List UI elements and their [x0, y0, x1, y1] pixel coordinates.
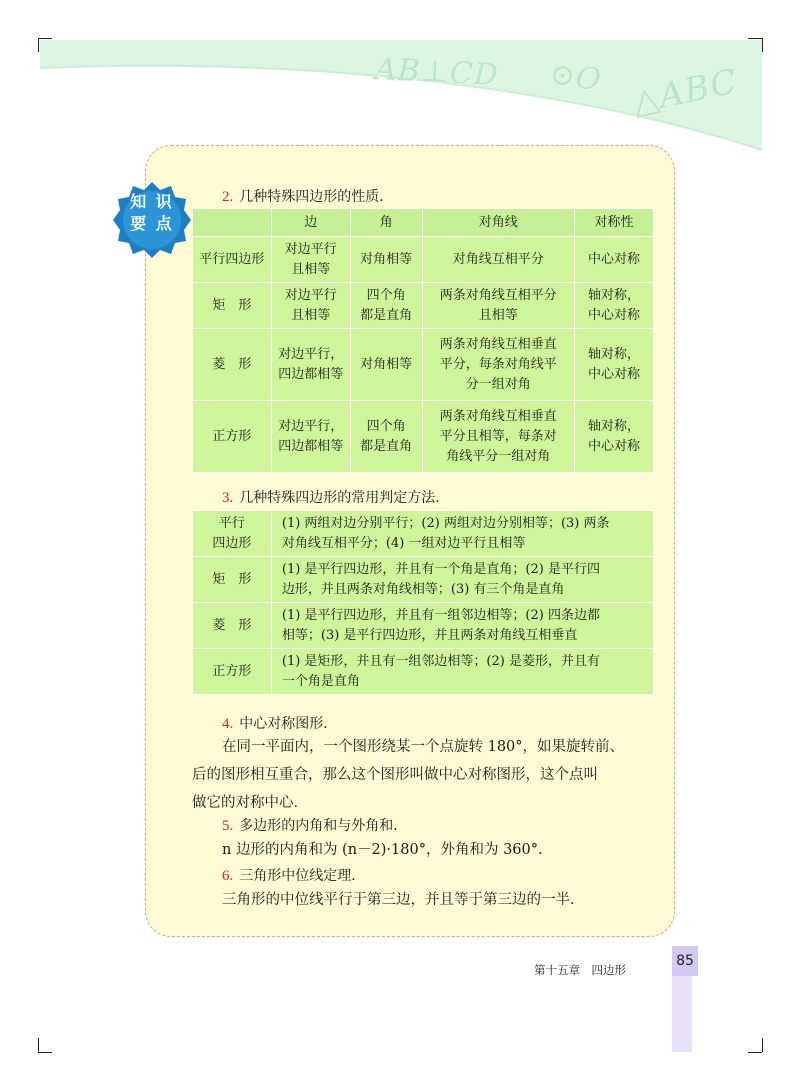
chapter-label: 第十五章 四边形 — [534, 963, 626, 977]
crop-mark — [38, 1038, 39, 1052]
side-cell: 对边平行 且相等 — [271, 237, 350, 283]
table-row — [193, 401, 654, 473]
symmetry-cell: 轴对称， 中心对称 — [575, 283, 654, 329]
criteria-cell: (1) 是平行四边形，并且有一组邻边相等；(2) 四条边都 相等；(3) 是平行四边形，并且两条对角线互相垂直 — [271, 603, 653, 649]
deco-text-triangle: △ABC — [629, 61, 742, 123]
symmetry-cell: 轴对称， 中心对称 — [575, 329, 654, 401]
angle-cell: 四个角 都是直角 — [350, 401, 422, 473]
symmetry-cell: 中心对称 — [575, 237, 654, 283]
table-row — [193, 649, 654, 695]
shape-name-cell: 菱 形 — [193, 329, 272, 401]
criteria-cell: (1) 两组对边分别平行；(2) 两组对边分别相等；(3) 两条 对角线互相平分；(4) 一组对边平行且相等 — [271, 511, 653, 557]
section-6-heading: 6. 三角形中位线定理． — [222, 868, 366, 884]
angle-cell: 四个角 都是直角 — [350, 283, 422, 329]
table-row — [193, 603, 654, 649]
shape-name-cell: 矩 形 — [193, 283, 272, 329]
table-row — [193, 511, 654, 557]
diagonal-cell: 对角线互相平分 — [422, 237, 575, 283]
section-4-heading: 4. 中心对称图形． — [222, 716, 338, 732]
table-row — [193, 557, 654, 603]
side-cell: 对边平行， 四边都相等 — [271, 401, 350, 473]
table-header-cell: 对角线 — [422, 209, 575, 237]
criteria-cell: (1) 是矩形，并且有一组邻边相等；(2) 是菱形，并且有 一个角是直角 — [271, 649, 653, 695]
deco-text-perpendicular: AB⊥CD — [374, 51, 500, 94]
table-row — [193, 283, 654, 329]
section-3-heading: 3. 几种特殊四边形的常用判定方法． — [222, 490, 450, 506]
section-5-body: n 边形的内角和为 (n－2)·180°，外角和为 360°. — [222, 842, 543, 858]
table-header-cell: 对称性 — [575, 209, 654, 237]
diagonal-cell: 两条对角线互相垂直 平分且相等，每条对 角线平分一组对角 — [422, 401, 575, 473]
deco-text-circle: ⊙O — [547, 56, 604, 99]
crop-mark — [38, 1052, 52, 1053]
table-row — [193, 329, 654, 401]
shape-name-cell: 正方形 — [193, 401, 272, 473]
page-number: 85 — [672, 946, 698, 976]
section-4-body-cont: 后的图形相互重合，那么这个图形叫做中心对称图形，这个点叫 做它的对称中心． — [192, 767, 598, 811]
side-cell: 对边平行 且相等 — [271, 283, 350, 329]
section-6-body: 三角形的中位线平行于第三边，并且等于第三边的一半． — [222, 892, 585, 908]
shape-name-cell: 平行四边形 — [193, 237, 272, 283]
shape-name-cell: 矩 形 — [193, 557, 272, 603]
shape-name-cell: 正方形 — [193, 649, 272, 695]
badge-label: 知 识 要 点 — [130, 192, 174, 233]
criteria-table — [192, 510, 654, 695]
shape-name-cell: 菱 形 — [193, 603, 272, 649]
section-5-heading: 5. 多边形的内角和与外角和． — [222, 818, 408, 834]
table-row — [193, 237, 654, 283]
diagonal-cell: 两条对角线互相垂直 平分，每条对角线平 分一组对角 — [422, 329, 575, 401]
crop-mark — [762, 1038, 763, 1052]
shape-name-cell: 平行 四边形 — [193, 511, 272, 557]
symmetry-cell: 轴对称， 中心对称 — [575, 401, 654, 473]
section-2-heading: 2. 几种特殊四边形的性质． — [222, 189, 394, 205]
angle-cell: 对角相等 — [350, 329, 422, 401]
side-cell: 对边平行， 四边都相等 — [271, 329, 350, 401]
table-header-cell — [193, 209, 272, 237]
properties-table — [192, 208, 654, 473]
table-header-cell: 边 — [271, 209, 350, 237]
diagonal-cell: 两条对角线互相平分 且相等 — [422, 283, 575, 329]
section-4-body: 在同一平面内，一个图形绕某一个点旋转 180°，如果旋转前、 — [222, 739, 625, 755]
angle-cell: 对角相等 — [350, 237, 422, 283]
table-header-cell: 角 — [350, 209, 422, 237]
criteria-cell: (1) 是平行四边形，并且有一个角是直角；(2) 是平行四 边形，并且两条对角线相等；(3) 有三个角是直角 — [271, 557, 653, 603]
crop-mark — [748, 1052, 762, 1053]
